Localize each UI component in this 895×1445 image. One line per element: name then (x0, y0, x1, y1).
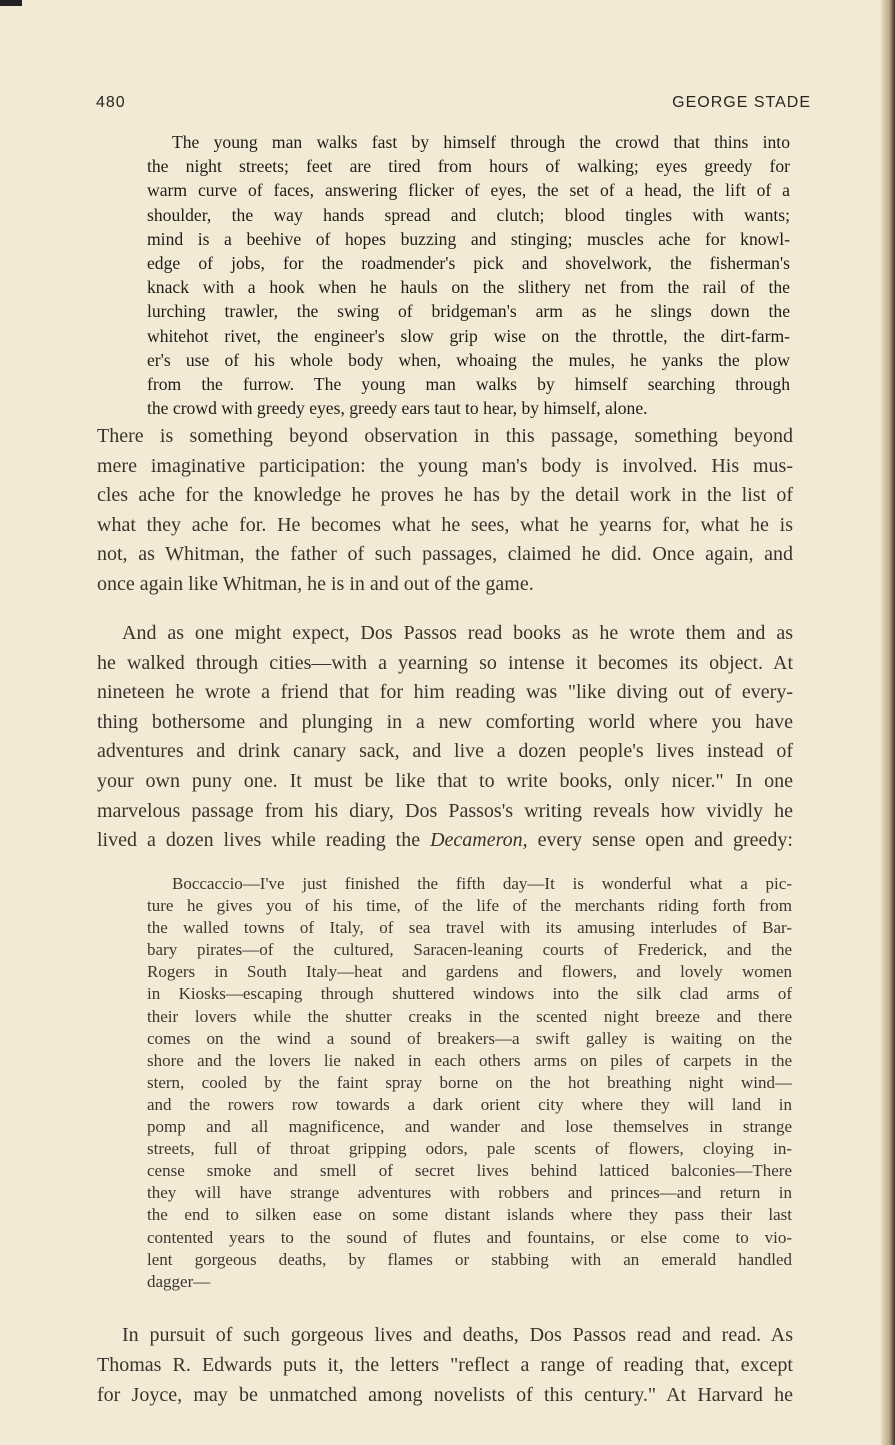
text-line: dagger— (147, 1271, 211, 1291)
text-line: In pursuit of such gorgeous lives and deaths, Dos Passos read and read. As (122, 1324, 793, 1346)
text-line: comes on the wind a sound of breakers—a swift galley is waiting on the (147, 1028, 792, 1048)
text-line: the end to silken ease on some distant islands where they pass their last (147, 1205, 792, 1225)
text-line: There is something beyond observation in this passage, something beyond (97, 425, 793, 447)
text-line: the walled towns of Italy, of sea travel with its amusing interludes of Bar- (147, 918, 792, 938)
text-line: marvelous passage from his diary, Dos Passos's writing reveals how vividly he (97, 799, 793, 822)
text-line: adventures and drink canary sack, and live a dozen people's lives instead of (97, 740, 793, 763)
text-line: streets, full of throat gripping odors, pale scents of flowers, cloying in- (147, 1139, 792, 1159)
text-line: stern, cooled by the faint spray borne on the hot breathing night wind— (147, 1072, 792, 1092)
text-line: contented years to the sound of flutes and fountains, or else come to vio- (147, 1227, 792, 1247)
page-number: 480 (96, 94, 126, 111)
text-segment: every sense open and greedy: (527, 829, 793, 852)
text-segment: lived a dozen lives while reading the (97, 829, 431, 852)
text-line: for Joyce, may be unmatched among novelists of this century." At Harvard he (97, 1384, 793, 1406)
scan-corner-mark (0, 0, 22, 6)
text-line: cles ache for the knowledge he proves he has by the detail work in the list of (97, 484, 793, 507)
text-line: the crowd with greedy eyes, greedy ears taut to hear, by himself, alone. (147, 398, 648, 419)
text-line: whitehot rivet, the engineer's slow grip wise on the throttle, the dirt-farm- (147, 325, 790, 346)
text-line: er's use of his whole body when, whoaing the mules, he yanks the plow (147, 349, 790, 370)
text-line: mind is a beehive of hopes buzzing and stinging; muscles ache for knowl- (147, 228, 790, 249)
text-line: thing bothersome and plunging in a new comforting world where you have (97, 710, 793, 733)
text-line: edge of jobs, for the roadmender's pick and shovelwork, the fisherman's (147, 253, 790, 274)
text-line: shore and the lovers lie naked in each others arms on piles of carpets in the (147, 1050, 792, 1070)
running-head-author: GEORGE STADE (672, 94, 811, 111)
text-line: not, as Whitman, the father of such passages, claimed he did. Once again, and (97, 543, 793, 566)
text-line: they will have strange adventures with robbers and princes—and return in (147, 1183, 792, 1203)
text-line: he walked through cities—with a yearning so intense it becomes its object. At (97, 651, 793, 674)
text-line: Thomas R. Edwards puts it, the letters "reflect a range of reading that, except (97, 1354, 793, 1376)
text-line: warm curve of faces, answering flicker of eyes, the set of a head, the lift of a (147, 180, 790, 201)
text-line: once again like Whitman, he is in and out of the game. (97, 572, 534, 595)
text-line: nineteen he wrote a friend that for him reading was "like diving out of every- (97, 681, 793, 704)
text-line: knack with a hook when he hauls on the slithery net from the rail of the (147, 277, 790, 298)
block-quote-whitman-style (147, 130, 790, 420)
text-line: mere imaginative participation: the young man's body is involved. His mus- (97, 454, 793, 477)
text-line: your own puny one. It must be like that to write books, only nicer." In one (97, 769, 793, 792)
text-line: the night streets; feet are tired from hours of walking; eyes greedy for (147, 156, 790, 177)
text-line: pomp and all magnificence, and wander and lose themselves in strange (147, 1117, 792, 1137)
text-line: ture he gives you of his time, of the life of the merchants riding forth from (147, 896, 792, 916)
text-line: lent gorgeous deaths, by flames or stabbing with an emerald handled (147, 1249, 792, 1269)
text-line: The young man walks fast by himself through the crowd that thins into (172, 132, 790, 152)
text-line: and the rowers row towards a dark orient city where they will land in (147, 1094, 792, 1114)
text-line: their lovers while the shutter creaks in the scented night breeze and there (147, 1006, 792, 1026)
text-line: Boccaccio—I've just finished the fifth day—It is wonderful what a pic- (172, 874, 792, 893)
page-edge-shadow (881, 0, 895, 1445)
text-line: shoulder, the way hands spread and clutch; blood tingles with wants; (147, 204, 790, 225)
text-line: what they ache for. He becomes what he sees, what he yearns for, what he is (97, 513, 793, 536)
paragraph-reading (97, 619, 793, 856)
text-line: bary pirates—of the cultured, Saracen-leaning courts of Frederick, and the (147, 940, 792, 960)
text-line: in Kiosks—escaping through shuttered windows into the silk clad arms of (147, 984, 792, 1004)
text-line: cense smoke and smell of secret lives behind latticed balconies—There (147, 1161, 792, 1181)
text-line: lurching trawler, the swing of bridgeman's arm as he slings down the (147, 301, 790, 322)
paragraph-observation (97, 422, 793, 600)
book-title: Decameron, (430, 829, 528, 852)
text-line (97, 826, 793, 856)
paragraph-pursuit (97, 1320, 793, 1410)
text-line: Rogers in South Italy—heat and gardens and flowers, and lovely women (147, 962, 792, 982)
text-line: And as one might expect, Dos Passos read books as he wrote them and as (122, 622, 793, 644)
block-quote-boccaccio (147, 873, 792, 1293)
text-line: from the furrow. The young man walks by himself searching through (147, 374, 790, 395)
